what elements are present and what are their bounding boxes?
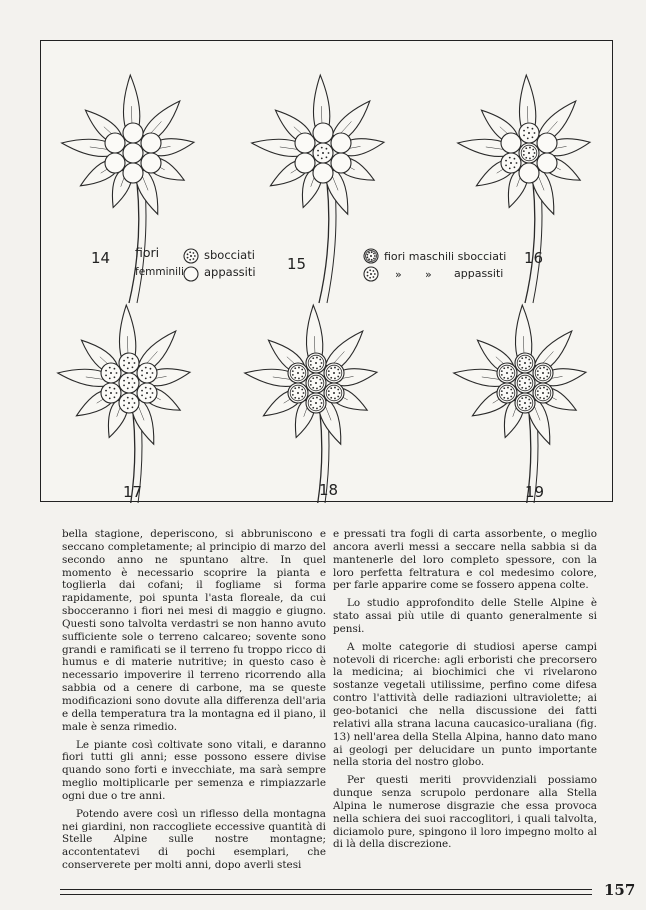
legend-maschili-appassiti: appassiti	[454, 267, 504, 280]
paragraph: e pressati tra fogli di carta assorbente, o meglio ancora averli messi a seccare nella sabbia si da mantenerle del loro completo spessore, con la loro perfetta feltratura e col medesimo colore, per farle apparire come se fossero appena colte.	[333, 528, 597, 592]
legend-ditto-1: »	[395, 268, 402, 281]
text-column-right	[333, 528, 597, 851]
edelweiss-drawing-19	[454, 305, 586, 503]
paragraph: bella stagione, deperiscono, si abbruniscono e seccano completamente; al principio di marzo del secondo anno ne spuntano altre. In quel momento è necessario scoprire la pianta e toglierla dai cofani; il fogliame si forma rapidamente, poi spunta l'asta floreale, da cui sbocceranno i fiori nei mesi di maggio e giugno. Questi sono talvolta verdastri se non hanno avuto sufficiente sole o terreno calcareo; sovente sono grandi e ramificati se il terreno fu troppo ricco di humus e di materie nutritive; in questo caso è necessario impoverire il terreno ricorrendo alla sabbia od a cenere di carbone, ma se queste modificazioni sono dovute alla differenza dell'aria e della temperatura tra la montagna ed il piano, il male è senza rimedio.	[62, 528, 326, 733]
figure-number-17: 17	[123, 483, 143, 501]
legend-femminili: femminili	[135, 266, 184, 278]
edelweiss-drawing-18	[245, 305, 377, 503]
paragraph: Per questi meriti provvidenziali possiamo dunque senza scrupolo perdonare alla Stella Alpina le numerose disgrazie che essa provoca nella schiera dei suoi raccoglitori, i quali talvolta, diciamolo pure, spingono il loro impegno molto al di là della discrezione.	[333, 774, 597, 851]
figure-number-18: 18	[319, 481, 339, 499]
paragraph: Le piante così coltivate sono vitali, e daranno fiori tutti gli anni; esse possono essere divise quando sono forti e invecchiate, ma sarà sempre meglio moltiplicarle per semenza e rimpiazzarle ogni due o tre anni.	[62, 738, 326, 802]
paragraph: Lo studio approfondito delle Stelle Alpine è stato assai più utile di quanto generalmente si pensi.	[333, 597, 597, 635]
page-number: 157	[604, 881, 636, 899]
paragraph: A molte categorie di studiosi aperse campi notevoli di ricerche: agli erboristi che precorsero la medicina; ai biochimici che vi rivelarono sostanze vegetali utilissime, perfino come difesa contro l'attività delle radiazioni ultraviolette; ai geo-botanici che nella discussione dei fatti relativi alla strana lacuna caucasico-uraliana (fig. 13) nell'area della Stella Alpina, hanno dato mano ai geologi per delucidare un punto importante nella storia del nostro globo.	[333, 640, 597, 769]
footer-rule-top	[60, 889, 592, 890]
legend-appassiti: appassiti	[204, 265, 256, 279]
figure-number-15: 15	[287, 255, 307, 273]
paragraph: Potendo avere così un riflesso della montagna nei giardini, non raccogliete eccessive quantità di Stelle Alpine sulle nostre montagne; accontentatevi di pochi esemplari, che conserverete per molti anni, dopo averli stesi	[62, 807, 326, 872]
legend-fiori-maschili-sbocciati: fiori maschili sbocciati	[384, 250, 507, 263]
legend-fiori: fiori	[135, 245, 160, 260]
figure-number-16: 16	[524, 249, 544, 267]
edelweiss-drawing-15	[252, 75, 384, 303]
figure-number-19: 19	[525, 483, 545, 501]
legend-ditto-2: »	[425, 268, 432, 281]
edelweiss-figure	[40, 40, 613, 502]
figure-number-14: 14	[91, 249, 111, 267]
edelweiss-drawing-17	[58, 305, 190, 503]
footer-rule-bottom	[60, 894, 592, 895]
legend-sbocciati: sbocciati	[204, 248, 255, 262]
edelweiss-drawings	[41, 41, 614, 503]
text-column-left	[62, 528, 326, 872]
